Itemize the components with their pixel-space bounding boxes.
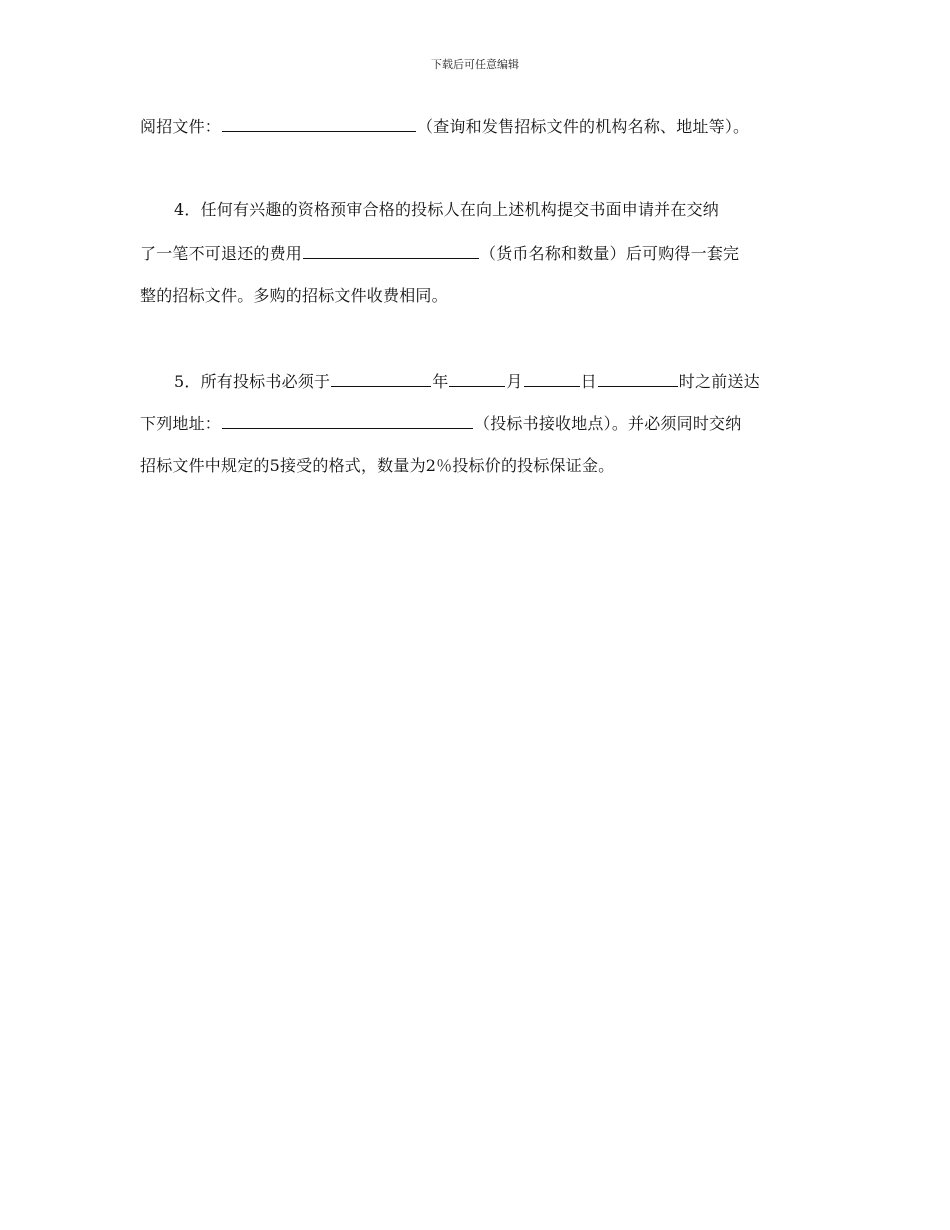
para5-line2 (140, 412, 741, 434)
para3-line1 (140, 115, 749, 137)
para5-address-note: （投标书接收地点）。并必须同时交纳 (474, 414, 742, 433)
day-label: 日 (580, 372, 597, 391)
month-label: 月 (506, 372, 523, 391)
para3-label: 阅招文件： (140, 117, 222, 136)
year-blank[interactable] (331, 370, 431, 387)
fee-blank[interactable] (303, 242, 479, 259)
para4-line3: 整的招标文件。多购的招标文件收费相同。 (140, 286, 448, 305)
para5-address-label: 下列地址： (140, 414, 222, 433)
hour-blank[interactable] (598, 370, 678, 387)
para4-fee-label: 了一笔不可退还的费用 (140, 244, 303, 263)
para5-deadline: 时之前送达 (678, 372, 760, 391)
month-blank[interactable] (449, 370, 505, 387)
para5-line3: 招标文件中规定的5接受的格式，数量为2％投标价的投标保证金。 (140, 456, 615, 475)
year-label: 年 (432, 372, 449, 391)
page-header: 下载后可任意编辑 (431, 58, 519, 71)
para3-note: （查询和发售招标文件的机构名称、地址等）。 (417, 117, 750, 136)
para5-intro: 5．所有投标书必须于 (174, 372, 331, 391)
para4-line2 (140, 242, 739, 264)
address-blank[interactable] (222, 412, 473, 429)
institution-blank[interactable] (222, 115, 416, 132)
para4-line1: 4．任何有兴趣的资格预审合格的投标人在向上述机构提交书面申请并在交纳 (174, 200, 719, 219)
para4-fee-note: （货币名称和数量）后可购得一套完 (480, 244, 740, 263)
para5-line1 (174, 370, 760, 392)
day-blank[interactable] (524, 370, 580, 387)
